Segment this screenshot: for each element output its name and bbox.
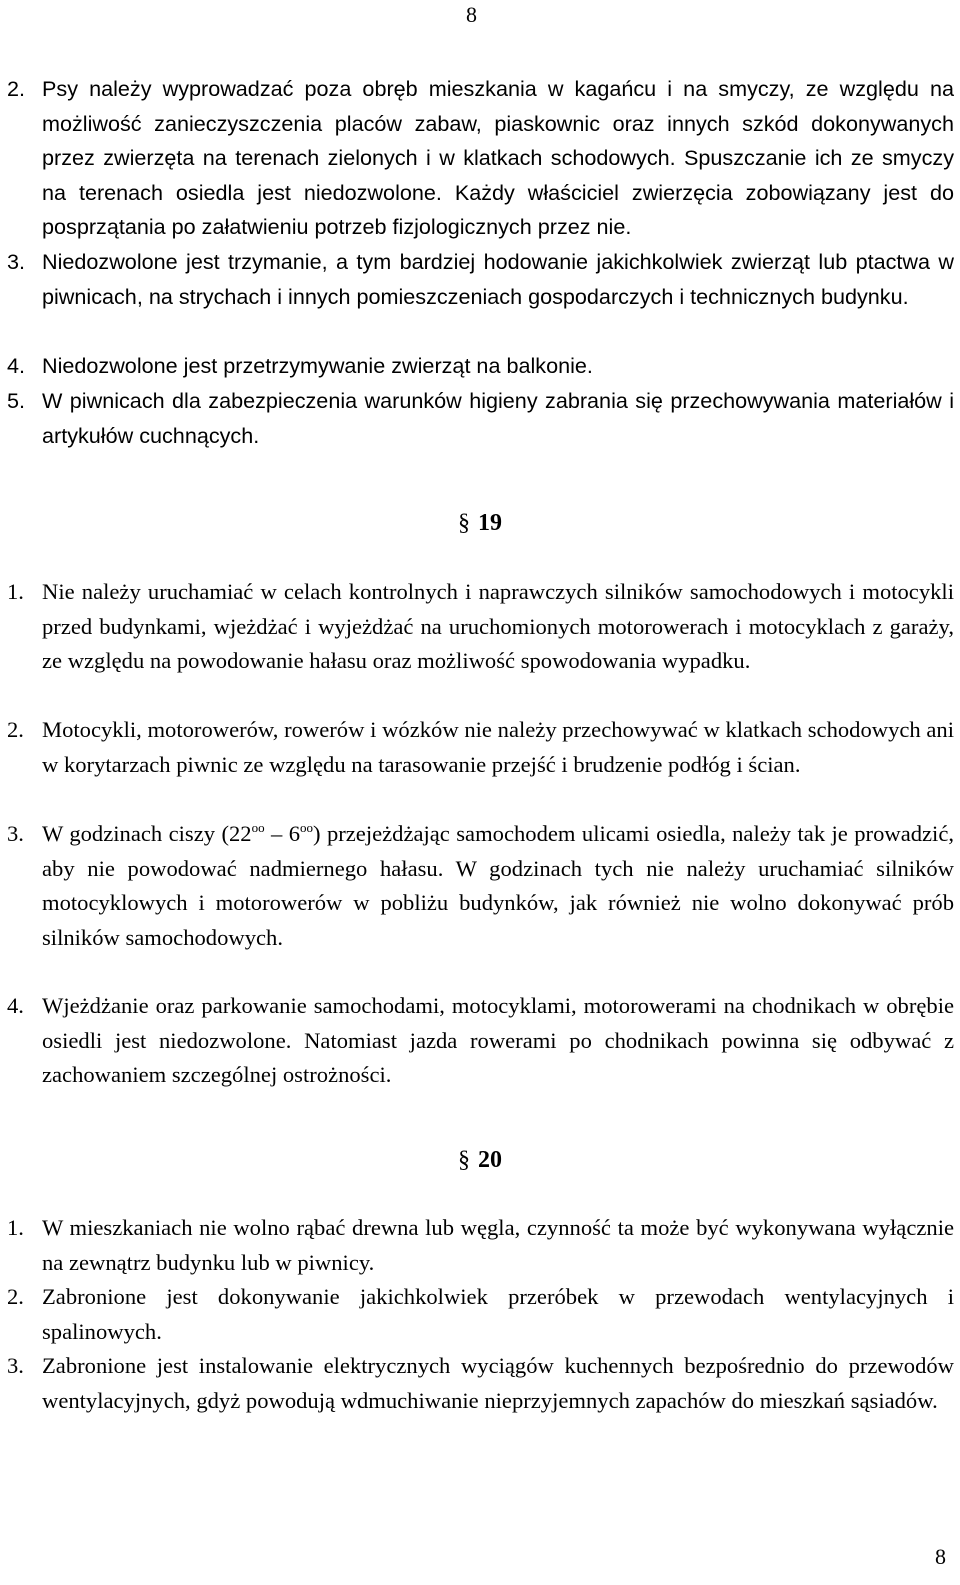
item-number: 3. bbox=[7, 821, 24, 846]
item-text: Wjeżdżanie oraz parkowanie samochodami, motocyklami, motorowerami na chodnikach w obrębie osiedli jest niedozwolone. Natomiast jazda rowerami po chodnikach powinna się odbywać z zachowaniem szczególnej ostrożności. bbox=[42, 993, 954, 1087]
item-number: 3. bbox=[7, 1353, 24, 1378]
item-number: 2. bbox=[7, 76, 26, 101]
item-text: Nie należy uruchamiać w celach kontrolnych i naprawczych silników samochodowych i motocykli przed budynkami, wjeżdżać i wyjeżdżać na uruchomionych motorowerach i motocyklach z garaży, ze względu na powodowanie hałasu oraz możliwość spowodowania wypadku. bbox=[42, 579, 954, 673]
list-item bbox=[7, 1349, 954, 1418]
item-number: 5. bbox=[7, 388, 26, 413]
paragraph-symbol: § bbox=[458, 1147, 470, 1173]
item-text: Zabronione jest dokonywanie jakichkolwiek przeróbek w przewodach wentylacyjnych i spalinowych. bbox=[42, 1284, 954, 1344]
section-number: 20 bbox=[478, 1147, 502, 1173]
list-item bbox=[7, 1211, 954, 1280]
list-item bbox=[7, 245, 954, 314]
item-text: Niedozwolone jest trzymanie, a tym bardziej hodowanie jakichkolwiek zwierząt lub ptactwa w piwnicach, na strychach i innych pomieszczeniach gospodarczych i technicznych budynku. bbox=[42, 249, 954, 309]
item-text: Psy należy wyprowadzać poza obręb mieszkania w kagańcu i na smyczy, ze względu na możliwość zanieczyszczenia placów zabaw, piaskownic oraz innych szkód dokonywanych przez zwierzęta na terenach zielonych i w klatkach schodowych. Spuszczanie ich ze smyczy na terenach osiedla jest niedozwolone. Każdy właściciel zwierzęcia zobowiązany jest do posprzątania po załatwieniu potrzeb fizjologicznych przez nie. bbox=[42, 76, 954, 239]
item-text: Motocykli, motorowerów, rowerów i wózków nie należy przechowywać w klatkach schodowych ani w korytarzach piwnic ze względu na tarasowanie przejść i brudzenie podłóg i ścian. bbox=[42, 717, 954, 777]
text-segment: W godzinach ciszy (22 bbox=[42, 821, 252, 846]
list-item bbox=[7, 989, 954, 1093]
item-number: 1. bbox=[7, 579, 24, 604]
item-text: W piwnicach dla zabezpieczenia warunków higieny zabrania się przechowywania materiałów i artykułów cuchnących. bbox=[42, 388, 954, 448]
item-number: 2. bbox=[7, 717, 24, 742]
list-item bbox=[7, 713, 954, 782]
list-item bbox=[7, 72, 954, 245]
superscript: oo bbox=[300, 820, 313, 835]
item-number: 4. bbox=[7, 993, 24, 1018]
item-number: 2. bbox=[7, 1284, 24, 1309]
text-segment: – 6 bbox=[264, 821, 300, 846]
section-heading-19 bbox=[0, 508, 960, 538]
section-heading-20 bbox=[0, 1145, 960, 1175]
page-number-bottom: 8 bbox=[935, 1544, 946, 1569]
page-number-top: 8 bbox=[466, 2, 477, 27]
item-number: 4. bbox=[7, 353, 26, 378]
superscript: oo bbox=[251, 820, 265, 835]
list-item bbox=[7, 575, 954, 679]
text-segment: ) przejeżdżając samochodem ulicami osiedla, należy tak je prowadzić, aby nie powodować nadmiernego hałasu. W godzinach tych nie należy uruchamiać silników motocyklowych i motorowerów w pobliżu budynków, jak również nie wolno dokonywać prób silników samochodowych. bbox=[42, 821, 954, 950]
list-item bbox=[7, 1280, 954, 1349]
item-number: 3. bbox=[7, 249, 26, 274]
item-text bbox=[42, 817, 954, 955]
item-text: Zabronione jest instalowanie elektrycznych wyciągów kuchennych bezpośrednio do przewodów wentylacyjnych, gdyż powodują wdmuchiwanie nieprzyjemnych zapachów do mieszkań sąsiadów. bbox=[42, 1353, 954, 1413]
paragraph-symbol: § bbox=[458, 510, 470, 536]
list-item bbox=[7, 384, 954, 453]
item-text: Niedozwolone jest przetrzymywanie zwierząt na balkonie. bbox=[42, 353, 593, 378]
section-number: 19 bbox=[478, 510, 502, 536]
list-item bbox=[7, 349, 954, 384]
item-number: 1. bbox=[7, 1215, 24, 1240]
list-item bbox=[7, 817, 954, 955]
item-text: W mieszkaniach nie wolno rąbać drewna lub węgla, czynność ta może być wykonywana wyłącznie na zewnątrz budynku lub w piwnicy. bbox=[42, 1215, 954, 1275]
